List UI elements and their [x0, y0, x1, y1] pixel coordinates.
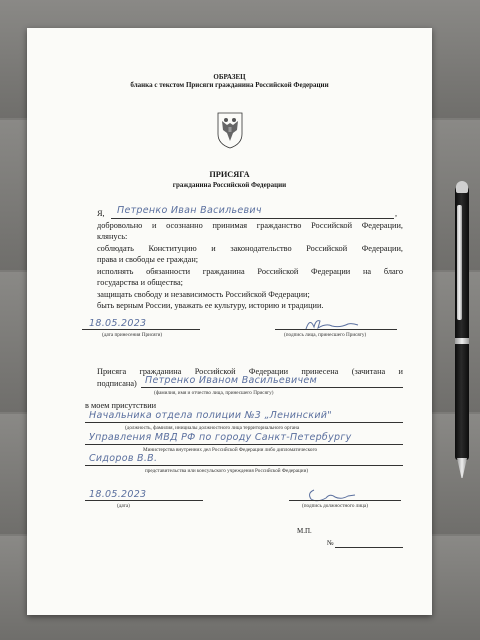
- date2-caption: (дата): [117, 503, 130, 509]
- oath-intro-suffix: ,: [395, 209, 398, 218]
- sworn-line-2-prefix: подписана): [97, 379, 137, 388]
- document-sheet: [27, 28, 432, 615]
- oath-line-4: права и свободы ее граждан;: [97, 255, 199, 264]
- number-label: №: [327, 539, 334, 547]
- sworn-line-1: Присяга гражданина Российской Федерации принесена (зачитана и: [97, 367, 403, 376]
- oath-subtitle: гражданина Российской Федерации: [172, 181, 287, 189]
- oath-line-5: исполнять обязанности гражданина Российской Федерации на благо: [97, 267, 403, 276]
- pen-ring: [455, 338, 469, 344]
- official-caption-2: Министерства внутренних дел Российской Федерации либо дипломатического: [143, 447, 318, 453]
- sig1-line: [275, 329, 397, 330]
- date2-line: [85, 500, 203, 501]
- oath-title: ПРИСЯГА: [209, 170, 250, 179]
- stamp-label: М.П.: [297, 527, 312, 535]
- sworn-name-line: [141, 387, 403, 388]
- pen-clip: [457, 205, 462, 320]
- date1-caption: (дата принесения Присяги): [102, 332, 163, 338]
- date1-line: [82, 329, 200, 330]
- header-title: ОБРАЗЕЦ: [213, 73, 246, 81]
- date2-handwritten: 18.05.2023: [89, 489, 147, 500]
- presence-label: в моем присутствии: [85, 401, 157, 410]
- official-line2: [85, 444, 403, 445]
- official-line3: [85, 465, 403, 466]
- official-line3-handwritten: Сидоров В.В.: [89, 453, 158, 464]
- official-line1-handwritten: Начальника отдела полиции №3 „Ленинский": [89, 410, 332, 421]
- sig2-line: [289, 500, 401, 501]
- oath-line-6: государства и общества;: [97, 278, 183, 287]
- oath-line-2: клянусь:: [97, 232, 128, 241]
- number-line: [335, 547, 403, 548]
- pen-cap: [456, 181, 468, 193]
- sig1-caption: (подпись лица, принесшего Присягу): [284, 332, 367, 338]
- sig2-caption: (подпись должностного лица): [302, 503, 368, 509]
- header-subtitle: бланка с текстом Присяги гражданина Российской Федерации: [130, 81, 329, 89]
- official-line2-handwritten: Управления МВД РФ по городу Санкт-Петербургу: [89, 432, 352, 443]
- coat-of-arms-emblem: [215, 110, 245, 150]
- oath-line-3: соблюдать Конституцию и законодательство Российской Федерации,: [97, 244, 403, 253]
- oath-line-8: быть верным России, уважать ее культуру, историю и традиции.: [97, 301, 324, 310]
- date1-handwritten: 18.05.2023: [89, 318, 147, 329]
- official-caption-1: (должность, фамилия, инициалы должностного лица территориального органа: [125, 425, 300, 431]
- sworn-name-handwritten: Петренко Иваном Васильевичем: [145, 375, 317, 386]
- official-line1: [85, 422, 403, 423]
- oath-line-1: добровольно и осознанно принимая гражданство Российской Федерации,: [97, 221, 403, 230]
- oath-intro-prefix: Я,: [97, 209, 105, 218]
- oath-line-7: защищать свободу и независимость Российской Федерации;: [97, 290, 310, 299]
- sworn-name-caption: (фамилия, имя и отчество лица, принесшего Присягу): [154, 390, 274, 396]
- oath-name-line: [111, 218, 394, 219]
- oath-name-handwritten: Петренко Иван Васильевич: [117, 205, 262, 216]
- official-caption-3: представительства или консульского учреждения Российской Федерации): [145, 468, 309, 474]
